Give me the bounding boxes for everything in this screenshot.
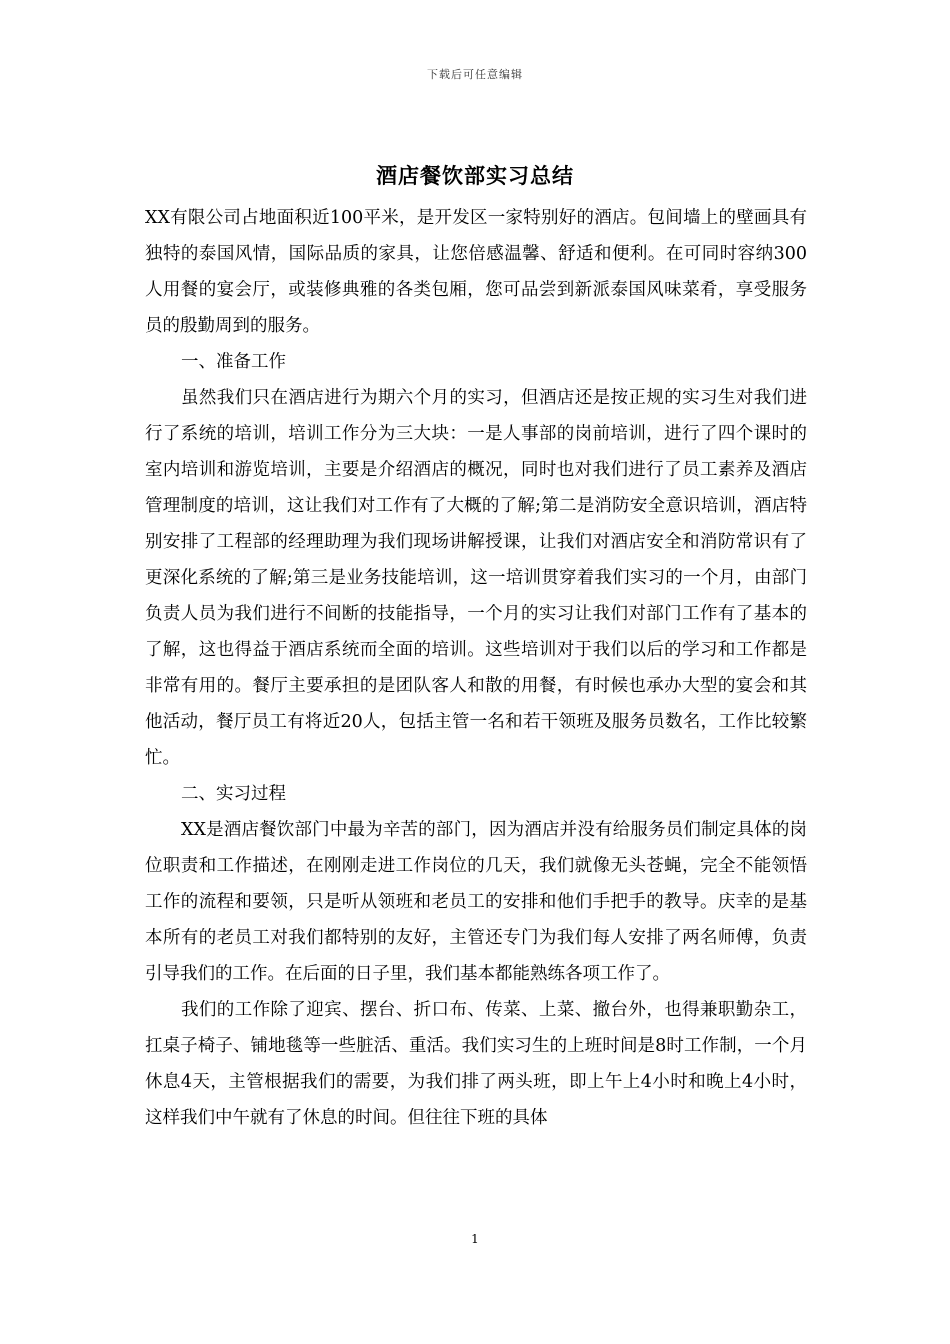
- paragraph-duties: 我们的工作除了迎宾、摆台、折口布、传菜、上菜、撤台外，也得兼职勤杂工，扛桌子椅子、铺地毯等一些脏活、重活。我们实习生的上班时间是8时工作制，一个月休息4天，主管根据我们的需要，为我们排了两头班，即上午上4小时和晚上4小时，这样我们中午就有了休息的时间。但往往下班的具体: [145, 1000, 807, 1128]
- page-number: 1: [471, 1232, 479, 1246]
- section-heading-preparation: 一、准备工作: [181, 352, 286, 372]
- document-title: 酒店餐饮部实习总结: [376, 163, 574, 188]
- document-body: [145, 200, 807, 1136]
- paragraph-training: 虽然我们只在酒店进行为期六个月的实习，但酒店还是按正规的实习生对我们进行了系统的培训，培训工作分为三大块：一是人事部的岗前培训，进行了四个课时的室内培训和游览培训，主要是介绍酒店的概况，同时也对我们进行了员工素养及酒店管理制度的培训，这让我们对工作有了大概的了解;第二是消防安全意识培训，酒店特别安排了工程部的经理助理为我们现场讲解授课，让我们对酒店安全和消防常识有了更深化系统的了解;第三是业务技能培训，这一培训贯穿着我们实习的一个月，由部门负责人员为我们进行不间断的技能指导，一个月的实习让我们对部门工作有了基本的了解，这也得益于酒店系统而全面的培训。这些培训对于我们以后的学习和工作都是非常有用的。餐厅主要承担的是团队客人和散的用餐，有时候也承办大型的宴会和其他活动，餐厅员工有将近20人，包括主管一名和若干领班及服务员数名，工作比较繁忙。: [145, 388, 807, 768]
- section-heading-process: 二、实习过程: [181, 784, 286, 804]
- header-note: 下载后可任意编辑: [427, 68, 523, 81]
- paragraph-process: XX是酒店餐饮部门中最为辛苦的部门，因为酒店并没有给服务员们制定具体的岗位职责和工作描述，在刚刚走进工作岗位的几天，我们就像无头苍蝇，完全不能领悟工作的流程和要领，只是听从领班和老员工的安排和他们手把手的教导。庆幸的是基本所有的老员工对我们都特别的友好，主管还专门为我们每人安排了两名师傅，负责引导我们的工作。在后面的日子里，我们基本都能熟练各项工作了。: [145, 820, 807, 984]
- paragraph-intro: XX有限公司占地面积近100平米，是开发区一家特别好的酒店。包间墙上的壁画具有独特的泰国风情，国际品质的家具，让您倍感温馨、舒适和便利。在可同时容纳300人用餐的宴会厅，或装修典雅的各类包厢，您可品尝到新派泰国风味菜肴，享受服务员的殷勤周到的服务。: [145, 208, 807, 336]
